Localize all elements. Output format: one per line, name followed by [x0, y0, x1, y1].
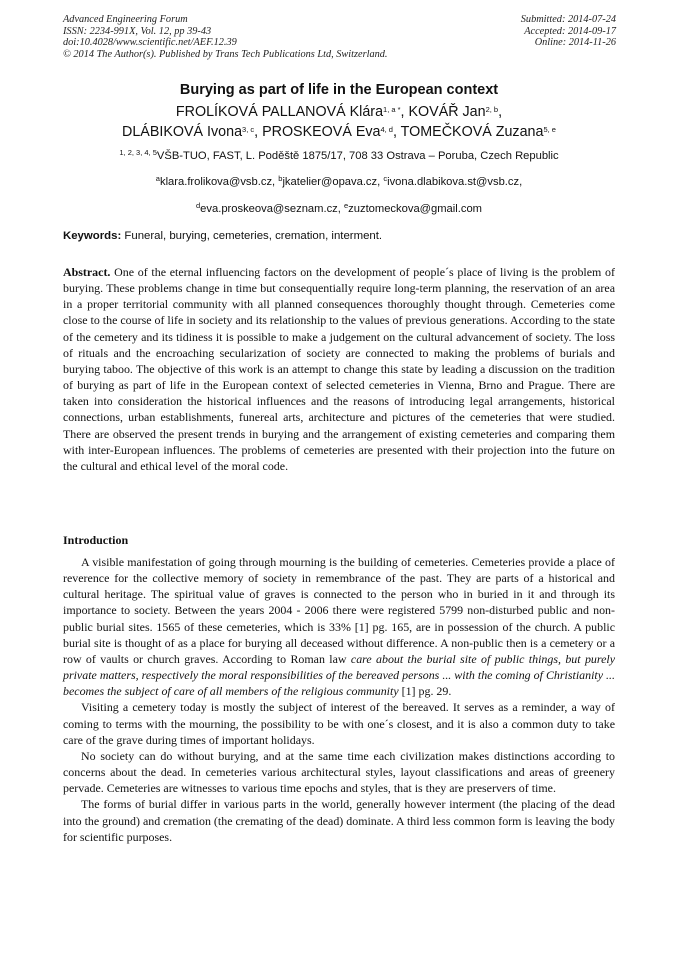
- introduction-body: [63, 554, 615, 845]
- author-superscript: 4, d: [380, 124, 393, 134]
- author-email: klara.frolikova@vsb.cz,: [159, 176, 279, 188]
- keywords-label: Keywords:: [63, 230, 122, 242]
- author-email: jkatelier@opava.cz,: [282, 176, 384, 188]
- journal-issn: ISSN: 2234-991X, Vol. 12, pp 39-43: [63, 25, 212, 37]
- author-separator: ,: [498, 104, 503, 120]
- paragraph: The forms of burial differ in various parts in the world, generally however interment (the placing of the dead into the ground) and cremation (the cremating of the dead) dominate. A third less common form is leaving the body for scientific purposes.: [63, 797, 615, 844]
- author-name: DLÁBIKOVÁ Ivona: [122, 123, 243, 140]
- abstract-text: One of the eternal influencing factors on the development of people´s place of living is the problem of burying. These problems change in time but consequentially require long-term planning, the reservation of an area in a proper territorial community with all planned consequences thoroughly thought through. Cemeteries come close to the course of life in society and its relationship to the values of previous generations. According to the state of the cemetery and its tidiness it is possible to make a judgement on the cultural advancement of society. The loss of rituals and the encroaching secularization of society are connected to making the problems of burials and burying taboo. The objective of this work is an attempt to change this state by leading a discussion on the tradition of burying as part of life in the European context of selected cemeteries in Vienna, Brno and Prague. There are taken into consideration the historical influences and the reasons of introducing legal arrangements, historical connections, urban establishments, funereal arts, architecture and pictures of the cemeteries that were studied. There are observed the present trends in burying and the arrangement of existing cemeteries and comparing them with inter-European influences. The problems of cemeteries are presented with their projection into the future on the cultural and ethical level of the moral code.: [63, 265, 615, 473]
- paper-title: Burying as part of life in the European context: [179, 82, 499, 98]
- paragraph-text: A visible manifestation of going through mourning is the building of cemeteries. Cemeteries provide a place of reverence for the collective memory of society in remembrance of the past. They are parts of a historical and cultural heritage. The spiritual value of graves is connected to the person who in buried in it and through its importance to society. Between the years 2004 - 2006 there were registered 5799 non-disturbed public and non-public burial sites. 1565 of these cemeteries, which is 33% [1] pg. 165, are in possession of the church. A public burial site is thought of as a place for burying all deceased without difference. A non-public then is a cemetery or a row of vaults or church graves. According to Roman law: [63, 555, 615, 666]
- author-name: TOMEČKOVÁ Zuzana: [400, 123, 544, 140]
- online-date: Online: 2014-11-26: [534, 37, 616, 49]
- author-separator: ,: [400, 104, 409, 120]
- author-superscript: 3, c: [242, 124, 255, 134]
- email-superscript: b: [278, 173, 283, 183]
- section-heading-introduction: Introduction: [63, 533, 129, 547]
- publication-dates: [521, 14, 616, 49]
- journal-header: [63, 14, 387, 60]
- paragraph: No society can do without burying, and at the same time each civilization makes distinctions according to concerns about the dead. In cemeteries various architectural styles, layout classifications and areas of greenery pervade. Cemeteries are witnesses to various time epochs and styles, that is they are preservers of time.: [63, 748, 615, 796]
- journal-doi: doi:10.4028/www.scientific.net/AEF.12.39: [63, 37, 237, 49]
- journal-copyright: © 2014 The Author(s). Published by Trans Tech Publications Ltd, Switzerland.: [63, 48, 388, 60]
- paragraph: Visiting a cemetery today is mostly the subject of interest of the bereaved. It serves as a reminder, a way of coming to terms with the mourning, the possibility to be with one´s closest, and it is also a common duty to take care of the grave during times of important holidays.: [63, 700, 615, 747]
- keywords: [63, 229, 615, 243]
- email-superscript: d: [196, 200, 201, 210]
- title-block: [40, 81, 638, 216]
- author-name: KOVÁŘ Jan: [408, 104, 486, 120]
- author-email: eva.proskeova@seznam.cz,: [200, 203, 344, 215]
- accepted-date: Accepted: 2014-09-17: [524, 25, 616, 37]
- affiliation: [40, 149, 638, 163]
- author-superscript: 1, a *: [383, 104, 401, 114]
- affiliation-text: VŠB-TUO, FAST, L. Poděště 1875/17, 708 33 Ostrava – Poruba, Czech Republic: [156, 150, 559, 162]
- author-email: ivona.dlabikova.st@vsb.cz,: [387, 176, 523, 188]
- submitted-date: Submitted: 2014-07-24: [520, 14, 616, 25]
- italic-quote: care about the burial site of public things, but purely private matters, respectively the moral responsibilities of the bereaved persons ... with the coming of Christianity ... becomes the subject of care of all members of the religious community: [63, 651, 616, 699]
- author-superscript: 5, e: [543, 124, 556, 134]
- email-superscript: e: [343, 200, 349, 210]
- author-separator: ,: [254, 123, 263, 140]
- author-list: [40, 103, 638, 142]
- keywords-text: Funeral, burying, cemeteries, cremation, interment.: [121, 230, 383, 242]
- author-emails-2: [40, 202, 638, 216]
- journal-name: Advanced Engineering Forum: [63, 14, 188, 25]
- abstract-label: Abstract.: [63, 265, 111, 279]
- email-superscript: a: [155, 173, 160, 183]
- email-superscript: c: [383, 173, 388, 183]
- author-emails: [40, 175, 638, 189]
- author-name: FROLÍKOVÁ PALLANOVÁ Klára: [175, 104, 384, 120]
- author-superscript: 2, b: [485, 104, 499, 114]
- author-separator: ,: [392, 123, 401, 140]
- citation: [1] pg. 29.: [398, 684, 452, 699]
- author-email: zuztomeckova@gmail.com: [348, 203, 482, 215]
- paragraph: [63, 554, 615, 699]
- author-name: PROSKEOVÁ Eva: [262, 123, 381, 140]
- abstract: [63, 264, 615, 474]
- affiliation-superscript: 1, 2, 3, 4, 5: [119, 147, 157, 157]
